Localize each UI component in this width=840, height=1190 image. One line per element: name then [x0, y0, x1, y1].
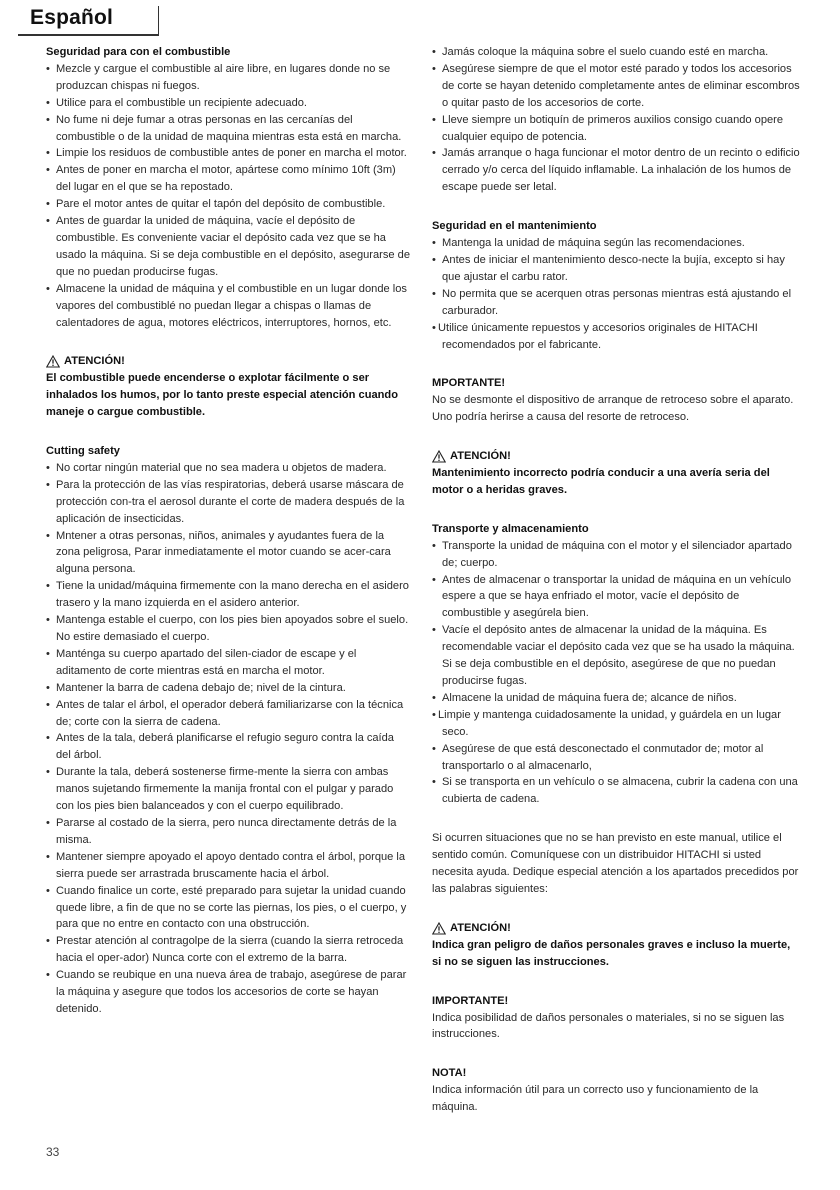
important-heading: MPORTANTE! — [432, 377, 506, 390]
list-item: • Mntener a otras personas, niños, animales y ayudantes fuera de la zona peligrosa, Parar inmediatamente el motor cuando se acer-cara alguna persona. — [46, 528, 410, 579]
list-item: • No permita que se acerquen otras personas mientras está ajustando el carburador. — [432, 286, 800, 320]
list-item: • Cuando finalice un corte, esté preparado para sujetar la unidad cuando quede libre, a fin de que no se corte las piernas, los pies, o el cuerpo, y para que no entre en contacto con una obstrucción. — [46, 883, 410, 934]
transport-list — [432, 538, 800, 809]
warning-maintenance-body: Mantenimiento incorrecto podría conducir a una avería seria del motor o a heridas graves. — [432, 467, 770, 496]
right-column — [432, 44, 800, 1116]
list-item: • Para la protección de las vías respiratorias, deberá usarse máscara de protección con-tra el aerosol durante el corte de madera después de la aplicación de insecticidas. — [46, 477, 410, 528]
maintenance-list — [432, 235, 800, 353]
important-body: No se desmonte el dispositivo de arranque de retroceso sobre el aparato. Uno podría herirse a causa del resorte de retroceso. — [432, 394, 794, 424]
list-item: • Limpie los residuos de combustible antes de poner en marcha el motor. — [46, 145, 410, 162]
list-item: • Limpie y mantenga cuidadosamente la unidad, y guárdela en un lugar seco. — [432, 707, 800, 741]
warning-danger-body: Indica gran peligro de daños personales graves e incluso la muerte, si no se siguen las instrucciones. — [432, 938, 791, 968]
note-body: Indica información útil para un correcto uso y funcionamiento de la máquina. — [432, 1084, 759, 1114]
list-item: • Cuando se reubique en una nueva área de trabajo, asegúrese de parar la máquina y asegure que todos los accesorios de corte se hayan detenido. — [46, 967, 410, 1018]
fuel-safety-list — [46, 61, 410, 332]
list-item: • Almacene la unidad de máquina fuera de; alcance de niños. — [432, 690, 800, 707]
list-item: • Si se transporta en un vehículo o se almacena, cubrir la cadena con una cubierta de cadena. — [432, 774, 800, 808]
warning-triangle-icon — [46, 355, 60, 368]
warning-fuel-body: El combustible puede encenderse o explotar fácilmente o ser inhalados los humos, por lo tanto preste especial atención cuando maneje o cargue combustible. — [46, 372, 398, 419]
maintenance-heading: Seguridad en el mantenimiento — [432, 220, 597, 233]
page-number: 33 — [46, 1145, 60, 1159]
list-item: • Jamás coloque la máquina sobre el suelo cuando esté en marcha. — [432, 44, 800, 61]
list-item: • Almacene la unidad de máquina y el combustible en un lugar donde los vapores del combustiblé no puedan llegar a chispas o llamas de calentadores de agua, motores eléctricos, interruptores, hornos, etc. — [46, 281, 410, 332]
note-heading: NOTA! — [432, 1067, 467, 1080]
section-tab-title: Español — [30, 6, 114, 29]
warning-danger-title — [432, 920, 800, 937]
list-item: • Mezcle y cargue el combustible al aire libre, en lugares donde no se produzcan chispas ni fuegos. — [46, 61, 410, 95]
list-item: • Utilice para el combustible un recipiente adecuado. — [46, 95, 410, 112]
list-item: • Lleve siempre un botiquín de primeros auxilios consigo cuando opere cualquier equipo de potencia. — [432, 112, 800, 146]
continued-list — [432, 44, 800, 196]
list-item: • Manténga su cuerpo apartado del silen-ciador de escape y el aditamento de corte mientras está en marcha el motor. — [46, 646, 410, 680]
list-item: • Tiene la unidad/máquina firmemente con la mano derecha en el asidero trasero y la mano izquierda en el asidero anterior. — [46, 578, 410, 612]
list-item: • Pararse al costado de la sierra, pero nunca directamente detrás de la misma. — [46, 815, 410, 849]
list-item: • Pare el motor antes de quitar el tapón del depósito de combustible. — [46, 196, 410, 213]
warning-fuel-label: ATENCIÓN! — [64, 355, 125, 368]
list-item: • Antes de guardar la unided de máquina, vacíe el depósito de combustible. Es conveniente vaciar el depósito cada vez que se ha usado la máquina. Si se deja combustible en el depósito, asegurarse de que no puedan producirse fugas. — [46, 213, 410, 281]
closing-paragraph: Si ocurren situaciones que no se han previsto en este manual, utilice el sentido común. Comuníquese con un distribuidor HITACHI si usted necesita ayuda. Dedique especial atención a los apartados precedidos por las palabras siguientes: — [432, 832, 799, 895]
list-item: • Utilice únicamente repuestos y accesorios originales de HITACHI recomendados por el fabricante. — [432, 320, 800, 354]
warning-triangle-icon — [432, 450, 446, 463]
list-item: • Asegúrese siempre de que el motor esté parado y todos los accesorios de corte se hayan detenido completamente antes de eliminar escombros o quitar pasto de los accesorios de corte. — [432, 61, 800, 112]
list-item: • Durante la tala, deberá sostenerse firme-mente la sierra con ambas manos sujetando firmemente la manija frontal con el pulgar y parado con los pies bien balanceados y con el cuerpo equilibrado. — [46, 764, 410, 815]
cutting-safety-list — [46, 460, 410, 1018]
left-column — [46, 44, 410, 1018]
list-item: • No fume ni deje fumar a otras personas en las cercanías del combustible o de la unidad de maquina mientras esta está en marcha. — [46, 112, 410, 146]
list-item: • Antes de iniciar el mantenimiento desco-necte la bujía, excepto si hay que ajustar el carbu rator. — [432, 252, 800, 286]
list-item: • Antes de la tala, deberá planificarse el refugio seguro contra la caída del árbol. — [46, 730, 410, 764]
list-item: • Antes de poner en marcha el motor, apártese como mínimo 10ft (3m) del lugar en el que se ha repostado. — [46, 162, 410, 196]
list-item: • Mantenga la unidad de máquina según las recomendaciones. — [432, 235, 800, 252]
list-item: • Asegúrese de que está desconectado el conmutador de; motor al transportarlo o al almacenarlo, — [432, 741, 800, 775]
list-item: • Mantenga estable el cuerpo, con los pies bien apoyados sobre el suelo. No estire demasiado el cuerpo. — [46, 612, 410, 646]
list-item: • Prestar atención al contragolpe de la sierra (cuando la sierra retroceda hacia el oper-ador) Nunca corte con el extremo de la barra. — [46, 933, 410, 967]
warning-triangle-icon — [432, 922, 446, 935]
important-2-body: Indica posibilidad de daños personales o materiales, si no se siguen las instrucciones. — [432, 1011, 785, 1041]
important-2-heading: IMPORTANTE! — [432, 994, 509, 1007]
warning-maintenance-title — [432, 448, 800, 465]
list-item: • Antes de almacenar o transportar la unidad de máquina en un vehículo espere a que se haya enfriado el motor, vacíe el depósito de combustible y asegúrela bien. — [432, 572, 800, 623]
fuel-safety-heading: Seguridad para con el combustible — [46, 46, 231, 58]
list-item: • No cortar ningún material que no sea madera u objetos de madera. — [46, 460, 410, 477]
transport-heading: Transporte y almacenamiento — [432, 522, 589, 535]
list-item: • Mantener la barra de cadena debajo de; nivel de la cintura. — [46, 680, 410, 697]
cutting-safety-heading: Cutting safety — [46, 445, 120, 458]
list-item: • Mantener siempre apoyado el apoyo dentado contra el árbol, porque la sierra puede ser arrastrada bruscamente hacia el árbol. — [46, 849, 410, 883]
warning-danger-label: ATENCIÓN! — [450, 921, 511, 934]
list-item: • Jamás arranque o haga funcionar el motor dentro de un recinto o edificio cerrado y/o cerca del líquido inflamable. La inhalación de los humos de escape puede ser letal. — [432, 145, 800, 196]
list-item: • Transporte la unidad de máquina con el motor y el silenciador apartado de; cuerpo. — [432, 538, 800, 572]
warning-maintenance-label: ATENCIÓN! — [450, 450, 511, 463]
list-item: • Vacíe el depósito antes de almacenar la unidad de la máquina. Es recomendable vaciar el depósito cada vez que se ha usado la máquina. Si se deja combustible en el depósito, asegúrese de que no puedan producirse fugas. — [432, 622, 800, 690]
list-item: • Antes de talar el árbol, el operador deberá familiarizarse con la técnica de; corte con la sierra de cadena. — [46, 697, 410, 731]
warning-fuel-title — [46, 353, 410, 370]
section-tab-rule — [18, 34, 159, 36]
